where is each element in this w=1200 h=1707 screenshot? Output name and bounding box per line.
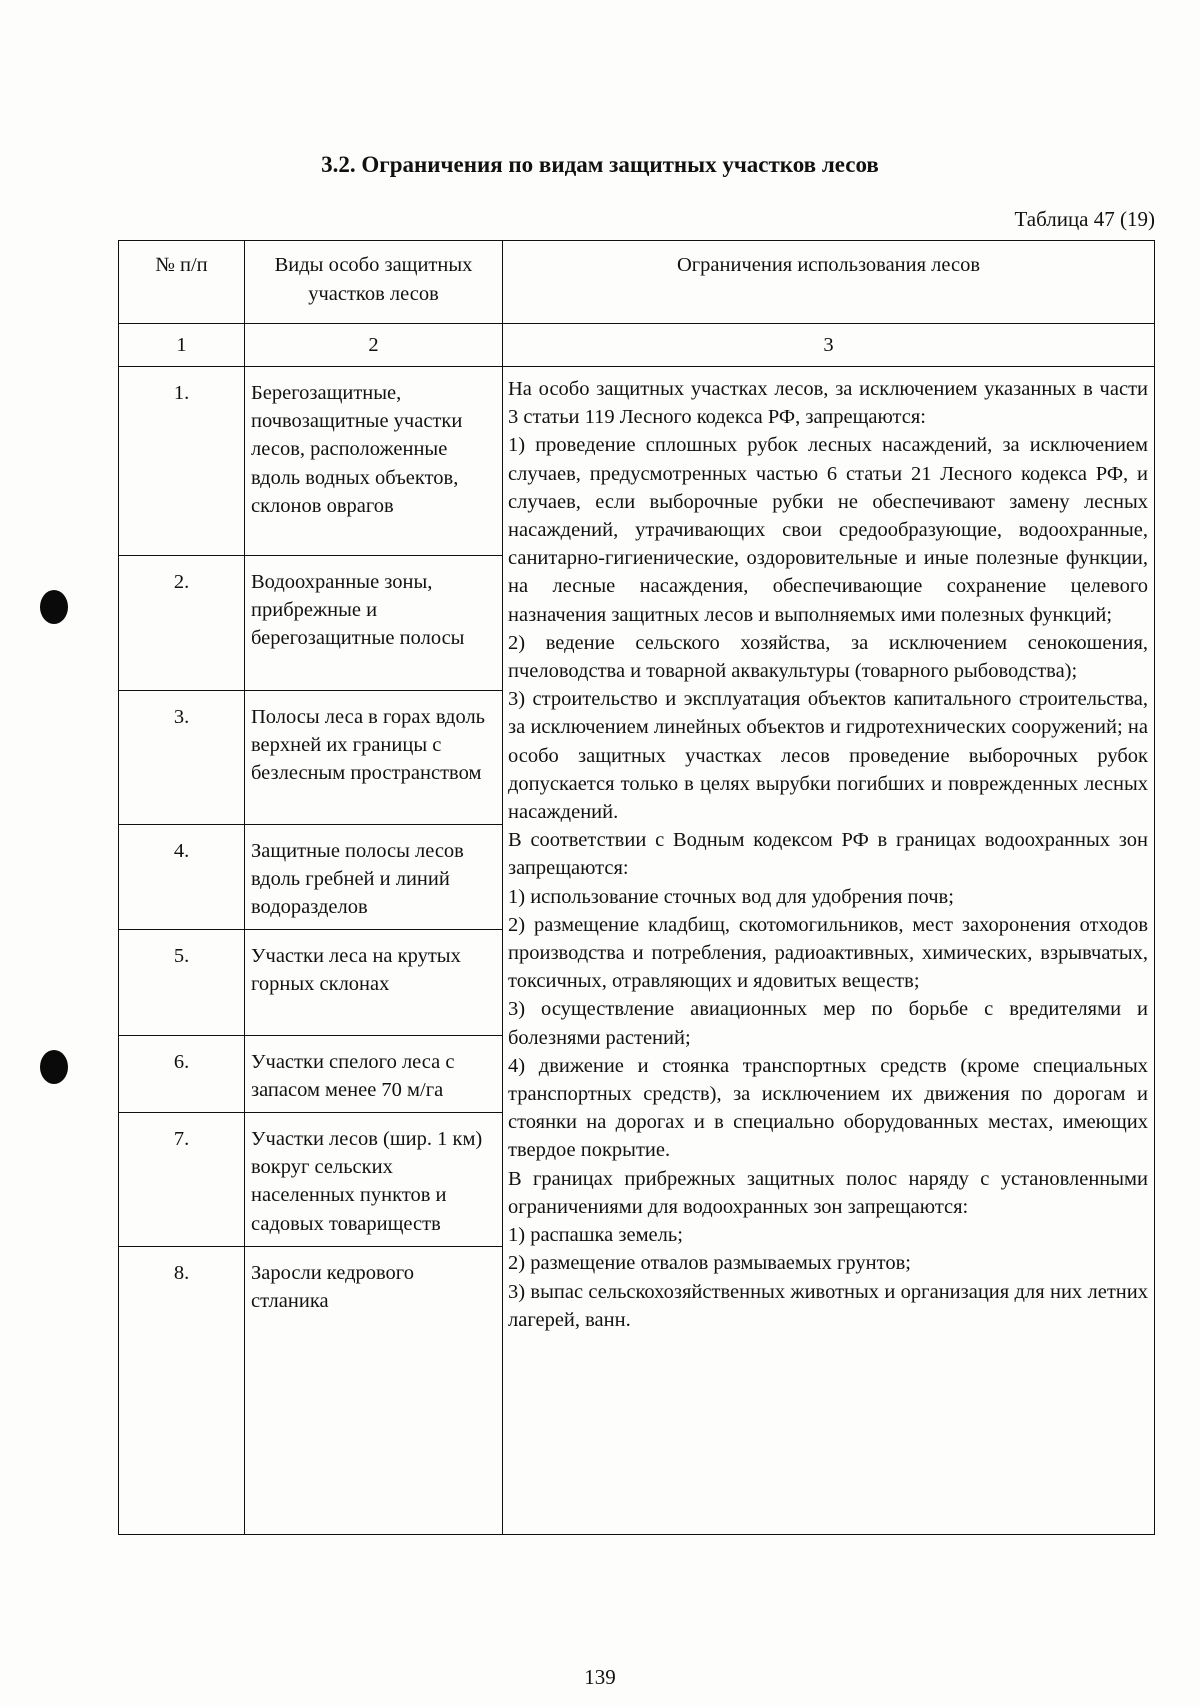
restriction-paragraph: 4) движение и стоянка транспортных средств (кроме специальных транспортных средств), за исключением их движения по дорогам и стоянки на дорогах и в специально оборудованных местах, имеющих твердое покрытие. bbox=[508, 1054, 1148, 1162]
table-row bbox=[119, 367, 1155, 556]
restriction-paragraph: 2) размещение кладбищ, скотомогильников, мест захоронения отходов производства и потребления, радиоактивных, химических, взрывчатых, токсичных, отравляющих и ядовитых веществ; bbox=[508, 913, 1148, 993]
row-number: 4. bbox=[119, 825, 245, 930]
area-type: Защитные полосы лесов вдоль гребней и линий водоразделов bbox=[245, 825, 503, 930]
restriction-paragraph: 3) выпас сельскохозяйственных животных и организация для них летних лагерей, ванн. bbox=[508, 1280, 1148, 1331]
header-restrictions: Ограничения использования лесов bbox=[503, 241, 1155, 324]
area-type: Участки лесов (шир. 1 км) вокруг сельских населенных пунктов и садовых товариществ bbox=[245, 1113, 503, 1247]
restriction-paragraph: 1) распашка земель; bbox=[508, 1224, 683, 1247]
area-type: Участки леса на крутых горных склонах bbox=[245, 930, 503, 1036]
restriction-paragraph: 1) проведение сплошных рубок лесных насаждений, за исключением случаев, предусмотренных частью 6 статьи 21 Лесного кодекса РФ, и случаев, если выборочные рубки не обеспечивают замену лесных насаждений, утрачивающих свои средообразующие, водоохранные, санитарно-гигиенические, оздоровительные и иные полезные функции, на лесные насаждения, обеспечивающие сохранение целевого назначения защитных лесов и выполняемых ими полезных функций; bbox=[508, 434, 1148, 626]
restriction-paragraph: 2) ведение сельского хозяйства, за исключением сенокошения, пчеловодства и товарной аквакультуры (товарного рыбоводства); bbox=[508, 631, 1148, 683]
restriction-paragraph: На особо защитных участках лесов, за исключением указанных в части 3 статьи 119 Лесного кодекса РФ, запрещаются: bbox=[508, 378, 1148, 429]
column-number-row bbox=[119, 324, 1155, 367]
row-number: 2. bbox=[119, 556, 245, 691]
row-number: 7. bbox=[119, 1113, 245, 1247]
row-number: 3. bbox=[119, 691, 245, 825]
row-number: 5. bbox=[119, 930, 245, 1036]
row-number: 6. bbox=[119, 1036, 245, 1113]
restrictions-table bbox=[118, 240, 1155, 1535]
binder-hole-mark bbox=[40, 590, 68, 624]
restriction-paragraph: 1) использование сточных вод для удобрения почв; bbox=[508, 885, 954, 908]
table-header-row bbox=[119, 241, 1155, 324]
binder-hole-mark bbox=[40, 1050, 68, 1084]
restriction-paragraph: В соответствии с Водным кодексом РФ в границах водоохранных зон запрещаются: bbox=[508, 829, 1148, 880]
row-number: 1. bbox=[119, 367, 245, 556]
page-number: 139 bbox=[584, 1665, 616, 1689]
column-number: 2 bbox=[245, 324, 503, 367]
area-type: Полосы леса в горах вдоль верхней их границы с безлесным пространством bbox=[245, 691, 503, 825]
restriction-paragraph: В границах прибрежных защитных полос наряду с установленными ограничениями для водоохранных зон запрещаются: bbox=[508, 1167, 1148, 1218]
section-title: 3.2. Ограничения по видам защитных участков лесов bbox=[321, 152, 879, 177]
restriction-paragraph: 3) строительство и эксплуатация объектов капитального строительства, за исключением линейных объектов и гидротехнических сооружений; на особо защитных участках лесов проведение выборочных рубок допускается только в целях вырубки погибших и поврежденных лесных насаждений. bbox=[508, 688, 1148, 824]
restriction-paragraph: 2) размещение отвалов размываемых грунтов; bbox=[508, 1252, 911, 1275]
column-number: 1 bbox=[119, 324, 245, 367]
column-number: 3 bbox=[503, 324, 1155, 367]
restrictions-cell bbox=[503, 367, 1155, 1535]
table-caption: Таблица 47 (19) bbox=[1014, 207, 1155, 231]
header-type: Виды особо защитных участков лесов bbox=[245, 241, 503, 324]
area-type: Берегозащитные, почвозащитные участки лесов, расположенные вдоль водных объектов, склонов оврагов bbox=[245, 367, 503, 556]
header-num: № п/п bbox=[119, 241, 245, 324]
restriction-paragraph: 3) осуществление авиационных мер по борьбе с вредителями и болезнями растений; bbox=[508, 998, 1148, 1049]
area-type: Водоохранные зоны, прибрежные и берегозащитные полосы bbox=[245, 556, 503, 691]
area-type: Участки спелого леса с запасом менее 70 м/га bbox=[245, 1036, 503, 1113]
area-type: Заросли кедрового стланика bbox=[245, 1247, 503, 1535]
row-number: 8. bbox=[119, 1247, 245, 1535]
